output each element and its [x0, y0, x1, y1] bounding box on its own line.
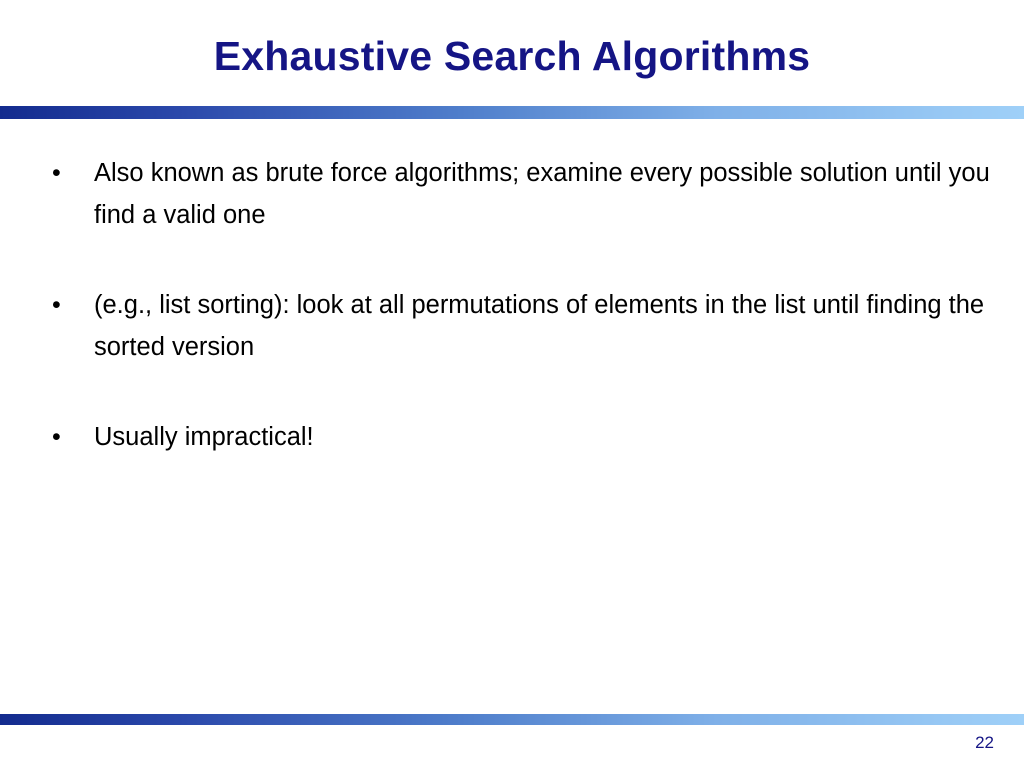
list-item	[52, 416, 1012, 458]
list-item	[52, 152, 1012, 236]
list-item	[52, 284, 1012, 368]
header-divider	[0, 106, 1024, 119]
list-item-text: Usually impractical!	[94, 423, 314, 451]
page-title: Exhaustive Search Algorithms	[213, 33, 811, 79]
slide-body	[52, 152, 1012, 506]
footer-divider	[0, 714, 1024, 725]
page-number: 22	[975, 733, 994, 752]
bullet-icon: •	[52, 291, 61, 319]
bullet-icon: •	[52, 423, 61, 451]
list-item-text: Also known as brute force algorithms; examine every possible solution until you find a valid one	[94, 159, 990, 229]
bullet-icon: •	[52, 159, 61, 187]
list-item-text: (e.g., list sorting): look at all permutations of elements in the list until finding the sorted version	[94, 291, 985, 361]
